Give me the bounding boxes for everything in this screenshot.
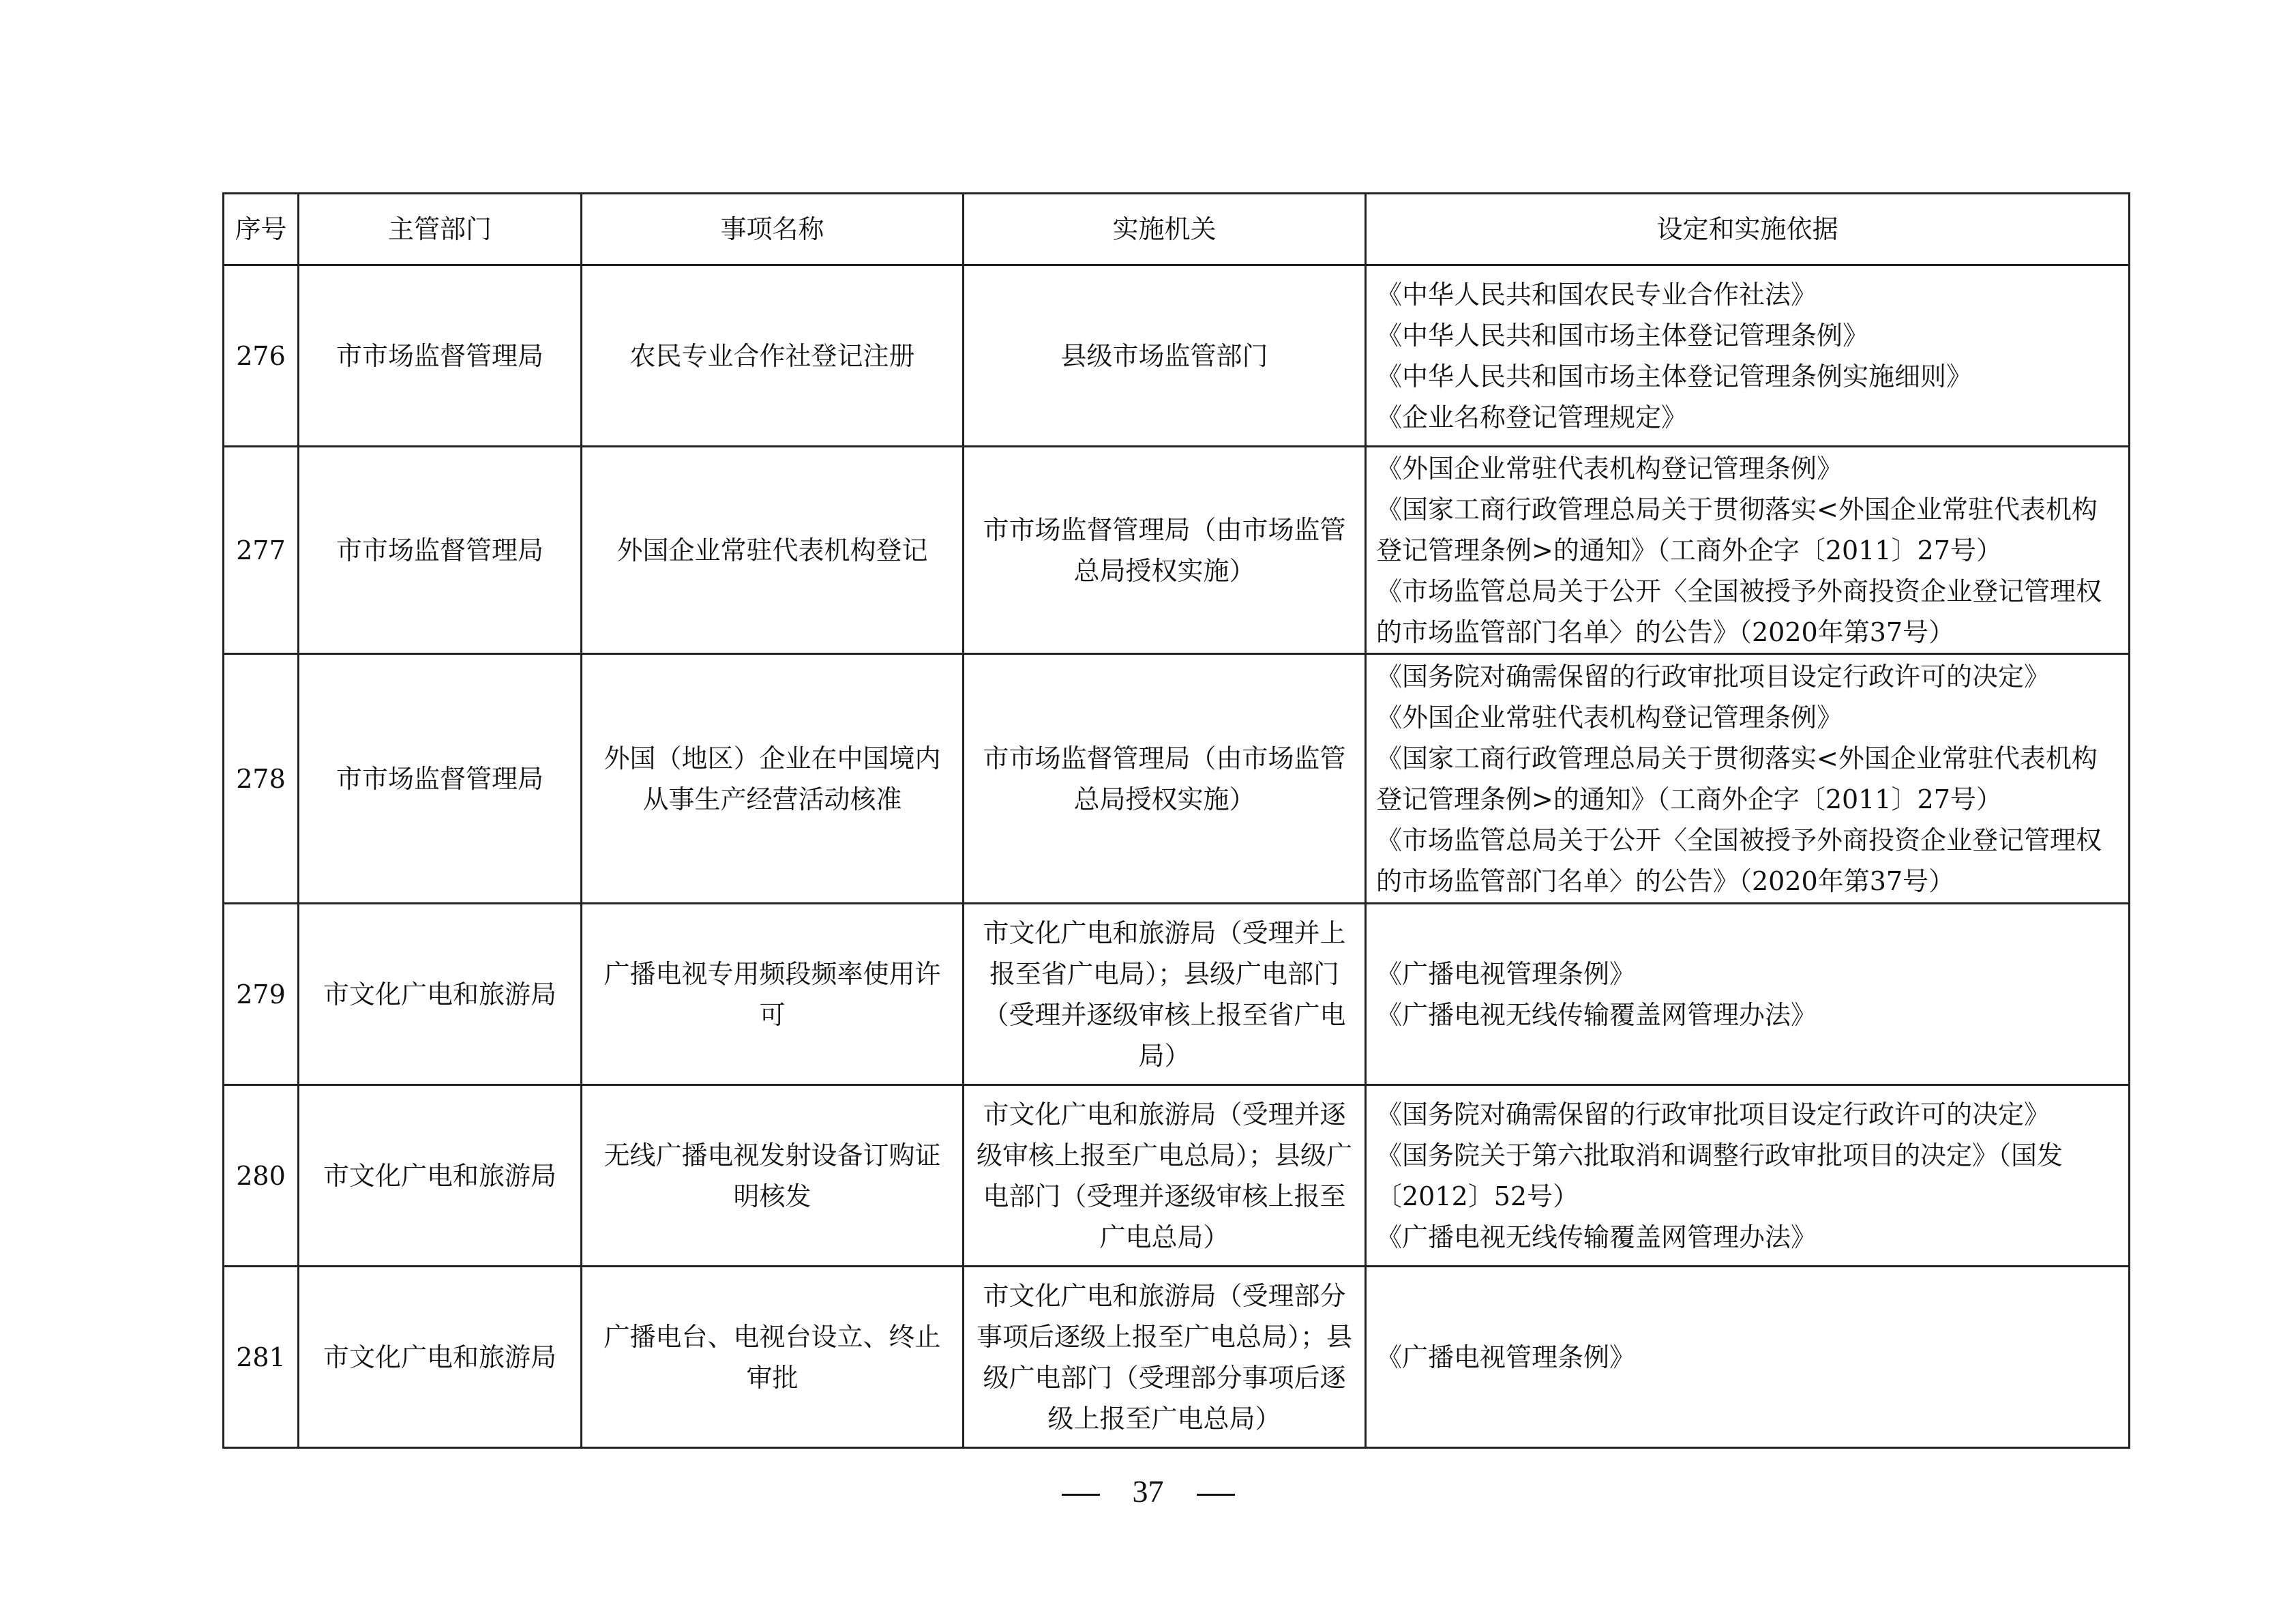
cell-dept: 市市场监督管理局 (299, 654, 582, 904)
table-row (224, 654, 2130, 904)
basis-line: 《国务院关于第六批取消和调整行政审批项目的决定》（国发 (1376, 1140, 2063, 1170)
cell-agency: 县级市场监管部门 (964, 265, 1366, 447)
basis-line: 《中华人民共和国市场主体登记管理条例实施细则》 (1376, 361, 1973, 392)
table-row (224, 265, 2130, 447)
cell-basis (1366, 447, 2130, 654)
cell-basis (1366, 1267, 2130, 1448)
basis-line: 《广播电视管理条例》 (1376, 1342, 1636, 1372)
basis-line: 《国家工商行政管理总局关于贯彻落实<外国企业常驻代表机构 (1376, 494, 2098, 525)
cell-item: 广播电视专用频段频率使用许可 (582, 904, 964, 1085)
cell-dept: 市文化广电和旅游局 (299, 904, 582, 1085)
basis-line: 《国务院对确需保留的行政审批项目设定行政许可的决定》 (1376, 1099, 2051, 1130)
cell-no: 279 (224, 904, 299, 1085)
cell-no: 276 (224, 265, 299, 447)
table-container (222, 192, 2128, 1449)
basis-line: 《广播电视管理条例》 (1376, 958, 1636, 989)
cell-no: 277 (224, 447, 299, 654)
cell-item: 广播电台、电视台设立、终止审批 (582, 1267, 964, 1448)
cell-agency: 市文化广电和旅游局（受理并逐级审核上报至广电总局）；县级广电部门（受理并逐级审核上报至广电总局） (964, 1085, 1366, 1267)
basis-line: 《市场监管总局关于公开〈全国被授予外商投资企业登记管理权 (1376, 576, 2102, 606)
basis-line: 《国务院对确需保留的行政审批项目设定行政许可的决定》 (1376, 661, 2051, 692)
basis-line: 《市场监管总局关于公开〈全国被授予外商投资企业登记管理权 (1376, 825, 2102, 855)
basis-line: 登记管理条例>的通知》（工商外企字〔2011〕27号） (1376, 784, 2002, 814)
page-footer (0, 1473, 2296, 1509)
basis-line: 《广播电视无线传输覆盖网管理办法》 (1376, 999, 1817, 1030)
basis-line: 的市场监管部门名单〉的公告》（2020年第37号） (1376, 617, 1955, 647)
basis-line: 《企业名称登记管理规定》 (1376, 402, 1688, 432)
cell-agency: 市文化广电和旅游局（受理部分事项后逐级上报至广电总局）；县级广电部门（受理部分事项后逐级上报至广电总局） (964, 1267, 1366, 1448)
basis-line: 《中华人民共和国市场主体登记管理条例》 (1376, 320, 1869, 351)
table-row (224, 1267, 2130, 1448)
cell-agency: 市市场监督管理局（由市场监管总局授权实施） (964, 447, 1366, 654)
cell-no: 280 (224, 1085, 299, 1267)
cell-basis (1366, 265, 2130, 447)
cell-basis (1366, 654, 2130, 904)
cell-basis (1366, 1085, 2130, 1267)
cell-dept: 市市场监督管理局 (299, 447, 582, 654)
cell-dept: 市文化广电和旅游局 (299, 1267, 582, 1448)
basis-line: 〔2012〕52号） (1376, 1181, 1579, 1211)
table-row (224, 904, 2130, 1085)
table-header-row (224, 194, 2130, 265)
cell-item: 外国企业常驻代表机构登记 (582, 447, 964, 654)
cell-item: 无线广播电视发射设备订购证明核发 (582, 1085, 964, 1267)
cell-no: 281 (224, 1267, 299, 1448)
cell-item: 外国（地区）企业在中国境内从事生产经营活动核准 (582, 654, 964, 904)
basis-line: 登记管理条例>的通知》（工商外企字〔2011〕27号） (1376, 535, 2002, 565)
header-basis: 设定和实施依据 (1366, 194, 2130, 265)
cell-no: 278 (224, 654, 299, 904)
basis-line: 《中华人民共和国农民专业合作社法》 (1376, 279, 1817, 310)
cell-item: 农民专业合作社登记注册 (582, 265, 964, 447)
header-agency: 实施机关 (964, 194, 1366, 265)
cell-dept: 市文化广电和旅游局 (299, 1085, 582, 1267)
header-no: 序号 (224, 194, 299, 265)
footer-dash-left (1062, 1494, 1100, 1496)
basis-line: 《国家工商行政管理总局关于贯彻落实<外国企业常驻代表机构 (1376, 743, 2098, 773)
cell-basis (1366, 904, 2130, 1085)
cell-agency: 市文化广电和旅游局（受理并上报至省广电局）；县级广电部门（受理并逐级审核上报至省广电局） (964, 904, 1366, 1085)
header-dept: 主管部门 (299, 194, 582, 265)
table-row (224, 1085, 2130, 1267)
basis-line: 的市场监管部门名单〉的公告》（2020年第37号） (1376, 866, 1955, 896)
page-number: 37 (1132, 1474, 1164, 1509)
table-row (224, 447, 2130, 654)
cell-agency: 市市场监督管理局（由市场监管总局授权实施） (964, 654, 1366, 904)
header-item: 事项名称 (582, 194, 964, 265)
basis-line: 《外国企业常驻代表机构登记管理条例》 (1376, 453, 1843, 484)
basis-line: 《外国企业常驻代表机构登记管理条例》 (1376, 702, 1843, 733)
items-table (222, 192, 2130, 1449)
cell-dept: 市市场监督管理局 (299, 265, 582, 447)
basis-line: 《广播电视无线传输覆盖网管理办法》 (1376, 1222, 1817, 1252)
footer-dash-right (1197, 1494, 1235, 1496)
